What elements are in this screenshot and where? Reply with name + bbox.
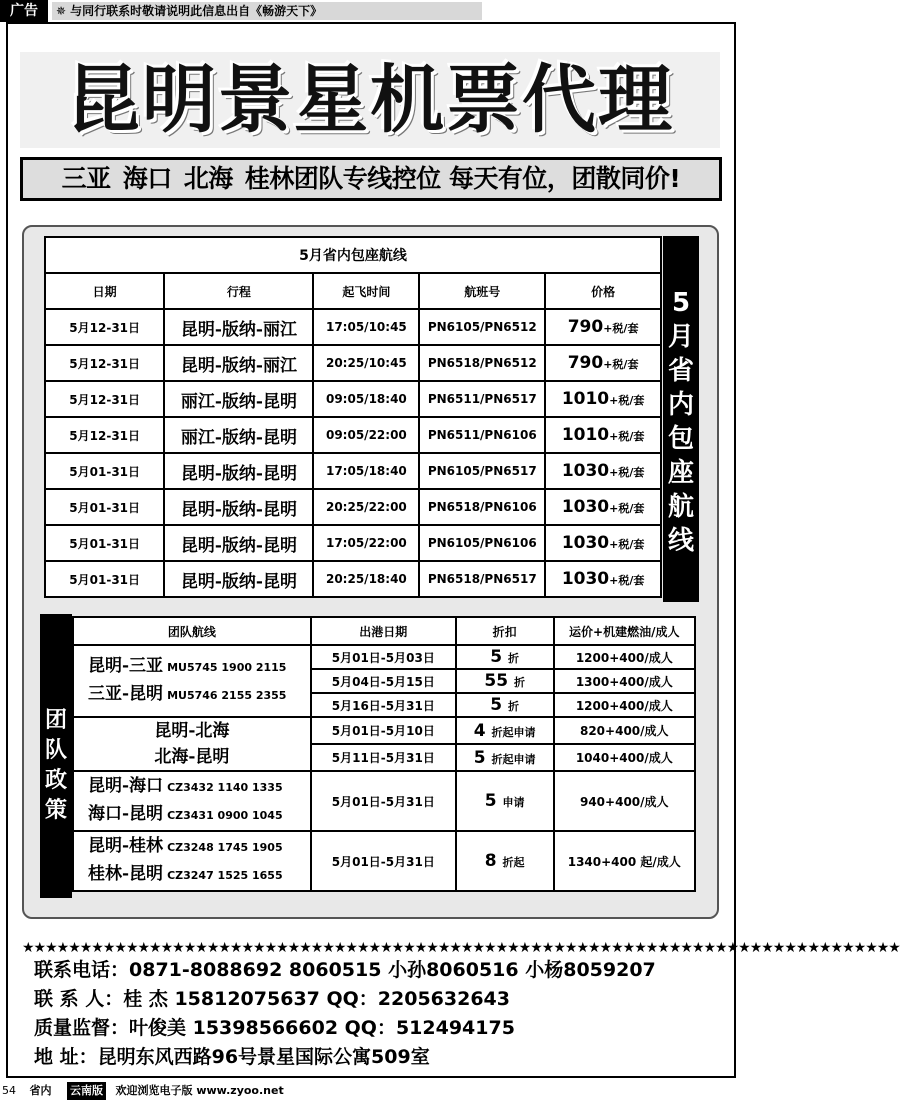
route-line [88, 773, 310, 801]
discount-unit: 折 [513, 676, 525, 689]
cell-discount [456, 831, 554, 891]
cell-discount [456, 645, 554, 669]
column-header-flight-number: 航班号 [419, 273, 545, 309]
page-number: 54 [2, 1084, 16, 1097]
cell-fare: 1340+400 起/成人 [554, 831, 695, 891]
cell-route: 昆明-版纳-昆明 [164, 489, 313, 525]
column-header-discount: 折扣 [456, 617, 554, 645]
column-header-fare: 运价+机建燃油/成人 [554, 617, 695, 645]
price-value: 1030 [561, 569, 610, 589]
table-row [45, 381, 661, 417]
star-divider: ★★★★★★★★★★★★★★★★★★★★★★★★★★★★★★★★★★★★★★★★★★★★★★★★★★★★★★★★★★★★★★★★★★★★★★★★★★★★ [22, 940, 900, 956]
table-row [45, 345, 661, 381]
charter-flight-table [44, 236, 662, 598]
route-flight: CZ3432 1140 1335 [167, 781, 283, 794]
price-suffix: +税/套 [609, 394, 645, 407]
route-line [74, 744, 310, 770]
cell-date: 5月01-31日 [45, 489, 164, 525]
cell-discount [456, 693, 554, 717]
cell-route: 昆明-版纳-昆明 [164, 453, 313, 489]
cell-group-route [73, 771, 311, 831]
table-row [45, 453, 661, 489]
route-name: 昆明-北海 [154, 721, 230, 741]
edition-badge: 云南版 [67, 1082, 106, 1100]
cell-departure-date: 5月01日-5月10日 [311, 717, 456, 744]
price-value: 1010 [561, 425, 610, 445]
slogan-city: 三亚 [61, 164, 111, 193]
cell-departure-date: 5月04日-5月15日 [311, 669, 456, 693]
column-header-date: 日期 [45, 273, 164, 309]
discount-value: 5 [484, 791, 497, 811]
cell-discount [456, 717, 554, 744]
route-flight: CZ3431 0900 1045 [167, 809, 283, 822]
cell-price [545, 345, 661, 381]
page-title: 昆明景星机票代理 [20, 52, 720, 148]
cell-route: 丽江-版纳-昆明 [164, 417, 313, 453]
column-header-group-route: 团队航线 [73, 617, 311, 645]
table-row [73, 771, 695, 831]
cell-discount [456, 669, 554, 693]
contact-person: 联 系 人：桂 杰 15812075637 QQ：2205632643 [34, 988, 511, 1010]
table-row [45, 309, 661, 345]
route-line [88, 681, 310, 709]
cell-route: 丽江-版纳-昆明 [164, 381, 313, 417]
side-label-char: 内 [667, 390, 694, 420]
contact-address: 地 址：昆明东风西路96号景星国际公寓509室 [34, 1046, 430, 1068]
cell-group-route [73, 831, 311, 891]
table-row [45, 525, 661, 561]
cell-flight-number: PN6518/PN6517 [419, 561, 545, 597]
side-label-char: 线 [667, 526, 694, 556]
cell-fare: 1040+400/成人 [554, 744, 695, 771]
discount-value: 5 [490, 695, 503, 715]
cell-flight-number: PN6511/PN6517 [419, 381, 545, 417]
discount-unit: 折起申请 [491, 752, 536, 766]
cell-flight-number: PN6105/PN6106 [419, 525, 545, 561]
route-flight: CZ3247 1525 1655 [167, 869, 283, 882]
route-line [88, 833, 310, 861]
cell-departure-time: 20:25/22:00 [313, 489, 419, 525]
route-line [88, 801, 310, 829]
side-label-char: 策 [44, 798, 67, 823]
cell-departure-date: 5月11日-5月31日 [311, 744, 456, 771]
cell-departure-time: 09:05/22:00 [313, 417, 419, 453]
cell-departure-date: 5月01日-5月03日 [311, 645, 456, 669]
cell-fare: 1300+400/成人 [554, 669, 695, 693]
route-name: 昆明-三亚 [88, 656, 164, 676]
cell-date: 5月12-31日 [45, 381, 164, 417]
slogan-city: 北海 [183, 164, 233, 193]
route-name: 昆明-海口 [88, 776, 164, 796]
cell-date: 5月01-31日 [45, 453, 164, 489]
side-label-char: 5 [671, 288, 691, 318]
cell-fare: 1200+400/成人 [554, 693, 695, 717]
route-name: 桂林-昆明 [88, 864, 164, 884]
discount-unit: 申请 [502, 796, 525, 809]
price-suffix: +税/套 [609, 502, 645, 515]
website-note: 欢迎浏览电子版 www.zyoo.net [115, 1084, 284, 1097]
cell-fare: 1200+400/成人 [554, 645, 695, 669]
slogan-banner [20, 157, 722, 201]
discount-unit: 折起申请 [491, 725, 536, 739]
cell-date: 5月01-31日 [45, 525, 164, 561]
cell-date: 5月12-31日 [45, 417, 164, 453]
cell-group-route [73, 645, 311, 717]
route-flight: MU5746 2155 2355 [167, 689, 287, 702]
side-label-char: 团 [44, 708, 67, 733]
cell-flight-number: PN6105/PN6517 [419, 453, 545, 489]
cell-fare: 940+400/成人 [554, 771, 695, 831]
route-line [88, 861, 310, 889]
discount-unit: 折 [508, 652, 520, 665]
discount-value: 5 [490, 647, 503, 667]
column-header-departure-date: 出港日期 [311, 617, 456, 645]
column-header-route: 行程 [164, 273, 313, 309]
side-label-char: 月 [667, 322, 694, 352]
route-flight: MU5745 1900 2115 [167, 661, 287, 674]
price-value: 1030 [561, 461, 610, 481]
page-footer [0, 1082, 740, 1100]
cell-departure-date: 5月01日-5月31日 [311, 771, 456, 831]
ad-header-bar [0, 0, 740, 22]
group-policy-table [72, 616, 696, 892]
discount-value: 5 [473, 747, 486, 768]
quality-supervisor: 质量监督：叶俊美 15398566602 QQ：512494175 [34, 1017, 515, 1039]
price-suffix: +税/套 [609, 538, 645, 551]
cell-flight-number: PN6105/PN6512 [419, 309, 545, 345]
discount-unit: 折 [508, 700, 520, 713]
ad-tag: 广告 [0, 0, 48, 22]
side-label-char: 包 [667, 424, 694, 454]
route-flight: CZ3248 1745 1905 [167, 841, 283, 854]
cell-date: 5月12-31日 [45, 345, 164, 381]
cell-price [545, 309, 661, 345]
table-row [45, 561, 661, 597]
price-value: 1030 [561, 533, 610, 553]
discount-value: 8 [484, 851, 497, 871]
cell-departure-time: 09:05/18:40 [313, 381, 419, 417]
table-row [73, 717, 695, 744]
discount-value: 4 [473, 720, 486, 741]
route-line [74, 718, 310, 744]
cell-date: 5月01-31日 [45, 561, 164, 597]
price-value: 1010 [561, 389, 610, 409]
cell-price [545, 453, 661, 489]
cell-route: 昆明-版纳-昆明 [164, 525, 313, 561]
contact-phone: 联系电话：0871-8088692 8060515 小孙8060516 小杨8059207 [34, 959, 656, 981]
cell-discount [456, 744, 554, 771]
side-label-char: 航 [667, 492, 694, 522]
charter-side-label [663, 236, 699, 602]
ad-source-note-text: 与同行联系时敬请说明此信息出自《畅游天下》 [70, 4, 323, 18]
route-name: 昆明-桂林 [88, 836, 164, 856]
slogan-text: 桂林团队专线控位 每天有位，团散同价! [244, 164, 681, 193]
cell-price [545, 417, 661, 453]
cell-flight-number: PN6518/PN6106 [419, 489, 545, 525]
cell-route: 昆明-版纳-昆明 [164, 561, 313, 597]
slogan-city: 海口 [122, 164, 172, 193]
route-name: 北海-昆明 [154, 747, 230, 767]
table-row [73, 831, 695, 891]
side-label-char: 座 [667, 458, 694, 488]
cell-discount [456, 771, 554, 831]
price-value: 1030 [561, 497, 610, 517]
side-label-char: 省 [667, 356, 694, 386]
price-suffix: +税/套 [609, 466, 645, 479]
route-name: 海口-昆明 [88, 804, 164, 824]
cell-price [545, 561, 661, 597]
discount-unit: 折起 [502, 856, 525, 869]
cell-price [545, 489, 661, 525]
cell-flight-number: PN6511/PN6106 [419, 417, 545, 453]
price-value: 790 [567, 317, 604, 337]
cell-route: 昆明-版纳-丽江 [164, 309, 313, 345]
cell-departure-time: 20:25/10:45 [313, 345, 419, 381]
price-value: 790 [567, 353, 604, 373]
route-line [88, 653, 310, 681]
cell-departure-date: 5月16日-5月31日 [311, 693, 456, 717]
cell-departure-date: 5月01日-5月31日 [311, 831, 456, 891]
column-header-price: 价格 [545, 273, 661, 309]
cell-group-route [73, 717, 311, 771]
cell-departure-time: 17:05/18:40 [313, 453, 419, 489]
cell-date: 5月12-31日 [45, 309, 164, 345]
price-suffix: +税/套 [609, 430, 645, 443]
table-caption: 5月省内包座航线 [45, 237, 661, 273]
price-suffix: +税/套 [603, 358, 639, 371]
side-label-char: 队 [44, 738, 67, 763]
cell-price [545, 381, 661, 417]
decorative-star-icon: ✵ [56, 4, 67, 18]
table-row [45, 417, 661, 453]
cell-fare: 820+400/成人 [554, 717, 695, 744]
column-header-departure-time: 起飞时间 [313, 273, 419, 309]
price-suffix: +税/套 [609, 574, 645, 587]
cell-route: 昆明-版纳-丽江 [164, 345, 313, 381]
group-policy-side-label [40, 614, 72, 898]
cell-departure-time: 17:05/10:45 [313, 309, 419, 345]
cell-departure-time: 20:25/18:40 [313, 561, 419, 597]
table-row [45, 489, 661, 525]
ad-source-note [52, 2, 482, 20]
table-row [73, 645, 695, 669]
price-suffix: +税/套 [603, 322, 639, 335]
cell-price [545, 525, 661, 561]
route-name: 三亚-昆明 [88, 684, 164, 704]
cell-departure-time: 17:05/22:00 [313, 525, 419, 561]
discount-value: 55 [484, 671, 509, 691]
cell-flight-number: PN6518/PN6512 [419, 345, 545, 381]
side-label-char: 政 [44, 768, 67, 793]
section-name: 省内 [29, 1084, 52, 1097]
